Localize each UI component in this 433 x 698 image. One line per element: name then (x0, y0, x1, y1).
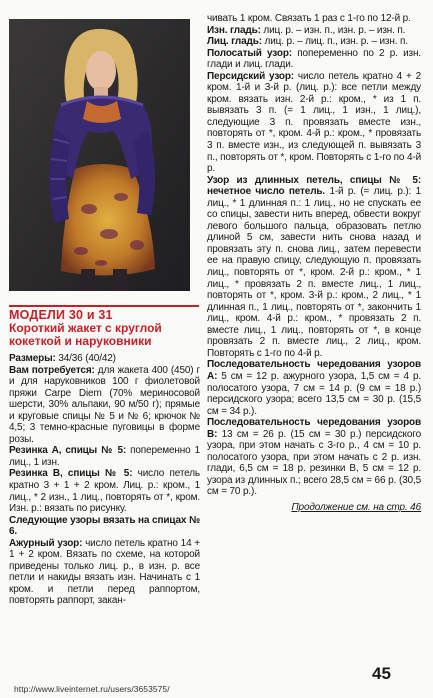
materials-value: для жакета 400 (450) г и для наруковников 100 г фиолетовой пряжи Carpe Diem (70% мериносовой шерсти, 30% альпаки, 90 м/50 г); прямые и круговые спицы № 5 и № 6; крючок № 4,5; 3 темно-красные пуговицы в форме розы. (9, 364, 201, 445)
sequence-b-paragraph (207, 417, 421, 498)
page-number: 45 (372, 664, 391, 683)
stockinette-label: Лиц. гладь: (207, 36, 262, 48)
persian-label: Персидский узор: (207, 70, 294, 82)
materials-label: Вам потребуется: (9, 364, 95, 376)
persian-paragraph (207, 71, 421, 175)
rib-b-value: число петель кратно 3 + 1 + 2 кром. Лиц. р.: кром., 1 лиц., * 2 изн., 1 лиц., повторять от *, кром. Изн. р.: вязать по рисунку. (9, 468, 200, 515)
stripe-label: Полосатый узор: (207, 47, 292, 59)
sequence-b-label: Последовательность чередования узоров В: (207, 417, 421, 440)
rib-b-label: Резинка В, спицы № 5: (9, 468, 133, 480)
jacket-subtitle: Короткий жакет с круглой кокеткой и наруковники (9, 321, 162, 348)
sizes-label: Размеры: (9, 353, 56, 364)
sequence-a-label: Последовательность чередования узоров А: (207, 359, 421, 382)
sizes-paragraph (9, 353, 200, 365)
persian-value: число петель кратно 4 + 2 кром. 1-й и 3-й р. (лиц. р.): все петли между кром. вязать изн. 2-й р.: кром., * из 1 п. вывязать 3 п. (= 1 лиц., 1 изн., 1 лиц.), следующие 3 п. провязать вместе изн., повторять от *, кром. 4-й р.: кром., * провязать 3 п. вместе изн., из следующей п. вывязать 3 п., повторять от *, кром. Повторять с 1-го по 4-й р. (207, 70, 421, 175)
long-loops-paragraph (207, 175, 421, 360)
reverse-stockinette-paragraph (207, 25, 421, 37)
reverse-stockinette-value: лиц. р. – изн. п., изн. р. – изн. п. (260, 24, 406, 36)
stockinette-paragraph (207, 36, 421, 48)
materials-paragraph (9, 365, 200, 446)
stripe-value: попеременно по 2 р. изн. глади и лиц. глади. (207, 47, 421, 71)
model-photo-illustration (9, 19, 190, 291)
lace-paragraph (9, 538, 200, 607)
rib-b-paragraph (9, 468, 200, 514)
lace-label: Ажурный узор: (9, 537, 83, 549)
sizes-value: 34/36 (40/42) (55, 353, 116, 364)
long-loops-value: 1-й р. (= лиц. р.): 1 лиц., * 1 длинная п.: 1 лиц., но не спускать ее со спицы, завести нить вперед, обвести вокруг левого большого пальца, образовать петлю длиной 5 см, завести нить снова назад и провязать эту п. снова лиц., затем перевести ее на правую спицу, следующую п. провязать лиц., повторять от *, кром. 2-й р.: кром., * 1 лиц., * провязать 2 п. вместе лиц., 1 лиц., повторять от *, кром. 3-й р.: кром., 2 лиц., * 1 длинная п., 1 лиц., повторять от *, закончить 1 лиц., кром. 4-й р.: кром., * провязать 2 п. вместе лиц., 1 лиц., повторять от *, в конце провязать 2 п. вместе лиц., 2 лиц., кром. Повторять с 1-го по 4-й р. (207, 186, 421, 359)
models-title: МОДЕЛИ 30 и 31 (9, 308, 113, 322)
source-url[interactable]: http://www.liveinternet.ru/users/3653575/ (14, 684, 170, 694)
left-column (9, 353, 200, 607)
lace-continuation: чивать 1 кром. Связать 1 раз с 1-го по 12-й р. (207, 13, 411, 24)
article-heading (9, 309, 205, 348)
rib-a-paragraph (9, 445, 200, 468)
reverse-stockinette-label: Изн. гладь: (207, 24, 261, 36)
sequence-a-paragraph (207, 359, 421, 417)
model-photo (9, 19, 190, 291)
heading-rule (9, 305, 199, 307)
rib-a-value: попеременно 1 лиц., 1 изн. (9, 445, 200, 468)
stripe-paragraph (207, 48, 421, 71)
rib-a-label: Резинка А, спицы № 5: (9, 445, 127, 457)
lace-value: число петель кратно 14 + 1 + 2 кром. Вязать по схеме, на которой приведены только лиц. р., в изн. р. все петли и накиды вязать изн. Начинать с 1 кром. и петли перед раппортом, повторять раппорт, закан- (9, 537, 200, 607)
long-loops-label: Узор из длинных петель, спицы № 5: нечетное число петель. (207, 174, 421, 198)
sequence-a-value: 5 см = 12 р. ажурного узора, 1,5 см = 4 р. полосатого узора, 7 см = 14 р. (9 см = 18 р.) персидского узора; всего 13,5 см = 30 р. (15,5 см = 34 р.). (207, 370, 421, 417)
needles-note-label: Следующие узоры вязать на спицах № 6. (9, 514, 200, 538)
needles-note (9, 515, 200, 538)
stockinette-value: лиц. р. – лиц. п., изн. р. – изн. п. (261, 36, 408, 48)
right-column (207, 13, 421, 514)
continued-link[interactable]: Продолжение см. на стр. 46 (291, 501, 421, 513)
sequence-b-value: 13 см = 26 р. (15 см = 30 р.) персидского узора, при этом начать с 3-го р., 4 см = 10 р. полосатого узора, при этом начать с 2 р. изн. глади, 6,5 см = 18 р. резинки В, 5 см = 12 р. узора из длинных п.; всего 28,5 см = 66 р. (30,5 см = 70 р.). (207, 428, 421, 498)
